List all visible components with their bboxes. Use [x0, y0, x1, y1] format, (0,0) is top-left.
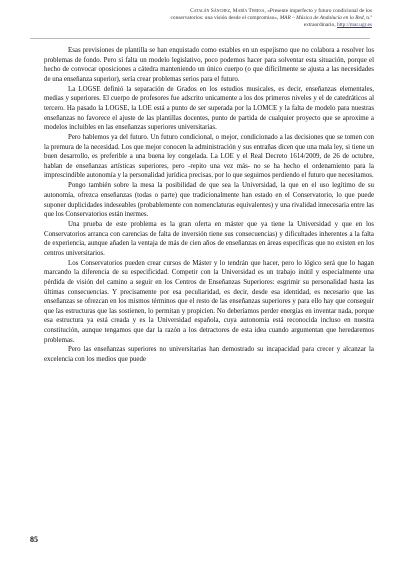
- header-author: Catalán Sánchez, María Teresa,: [190, 8, 266, 14]
- header-issue: n.º: [366, 15, 372, 21]
- paragraph: Pongo también sobre la mesa la posibilidad de que sea la Universidad, la que en el uso legítimo de su autonomía, ofrezca enseñanzas (todas o parte) que tradicionalmente han estado en el Conservatorio, lo que puede suponer duplicidades indeseables (probablemente con nomenclaturas equivalentes) y una rivalidad innecesaria entre las que los Conservatorios están inermes.: [44, 182, 374, 219]
- body-text: [44, 46, 374, 365]
- header-journal: MAR – Música de Andalucía en la Red,: [279, 15, 365, 21]
- header-access: extraordinario,: [303, 22, 336, 28]
- running-header: [72, 8, 372, 29]
- paragraph: Pero hablemos ya del futuro. Un futuro condicional, o mejor, condicionado a las decisiones que se tomen con la premura de la necesidad. Los que mejor conocen la administración y sus entrañas dicen que una mala ley, si tiene un buen desarrollo, es preferible a una buena ley congelada. La LOE y el Real Decreto 1614/2009, de 26 de octubre, hablan de enseñanzas artísticas superiores, pero -repito una vez más- no se ha hecho el ordenamiento para la imprescindible autonomía y la personalidad jurídica precisas, por lo que seguimos perdiendo el futuro que necesitamos.: [44, 134, 374, 180]
- header-url-link[interactable]: http://mar.ugr.es: [336, 22, 372, 28]
- paragraph: Esas previsiones de plantilla se han enquistado como estables en un espejismo que no colabora a resolver los problemas de fondo. Pero sí falta un modelo legislativo, poco podemos hacer para solventar esta situación, porque el hecho de convocar oposiciones a cátedra manteniendo un único cuerpo (o que difícilmente se ajusta a las necesidades de una enseñanza superior), sería crear problemas serios para el futuro.: [44, 47, 374, 83]
- paragraph: Los Conservatorios pueden crear cursos de Máster y lo tendrán que hacer, pero lo lógico será que lo hagan marcando la diferencia de su especificidad. Competir con la Universidad es un trabajo inútil y especialmente una pérdida de visión del camino a seguir en los Centros de Enseñanzas Superiores: esgrimir su personalidad hasta las últimas consecuencias. Y precisamente por esa peculiaridad, es decir, desde esa identidad, es necesario que las enseñanzas se ofrezcan en los mismos términos que el resto de las enseñanzas superiores y para ello hay que conseguir que las estructuras que las sostienen, lo permitan y propicien. No deberíamos perder energías en inventar nada, porque esa estructura ya está creada y es la Universidad española, cuya autonomía está reconocida incluso en nuestra constitución, aunque tengamos que dar la razón a los detractores de esta idea cuando argumentan que heredaremos problemas.: [44, 259, 374, 344]
- header-divider: [30, 38, 370, 39]
- page-number: 85: [30, 535, 38, 544]
- paragraph: Una prueba de este problema es la gran oferta en máster que ya tiene la Universidad y que en los Conservatorios arranca con carencias de falta de inversión tiene sus consecuencias) y dificultades inherentes a la falta de experiencia, aunque añaden la ventaja de más de cien años de enseñanzas en áreas específicas que no existen en los centros universitarios.: [44, 221, 374, 257]
- paragraph: Pero las enseñanzas superiores no universitarias han demostrado su incapacidad para crecer y alcanzar la excelencia con los medios que puede: [44, 346, 374, 364]
- paragraph: La LOGSE definió la separación de Grados en los estudios musicales, es decir, enseñanzas elementales, medias y superiores. El cuerpo de profesores fue adscrito unicamente a los dos primeros niveles y el de catedráticos al tercero. Ha pasado la LOGSE, la LOE está a punto de ser superada por la LOMCE y la falta de modelo para nuestras enseñanzas no favorece el ajuste de las plantillas docentes, punto de partida de cualquier proyecto que se aproxime a modelos incluibles en las enseñanzas superiores universitarias.: [44, 85, 374, 132]
- header-title-line1: «Presente imperfecto y futuro condicional de los: [267, 8, 372, 14]
- header-title-line2: conservatorios: una visión desde el compromiso»,: [170, 15, 279, 21]
